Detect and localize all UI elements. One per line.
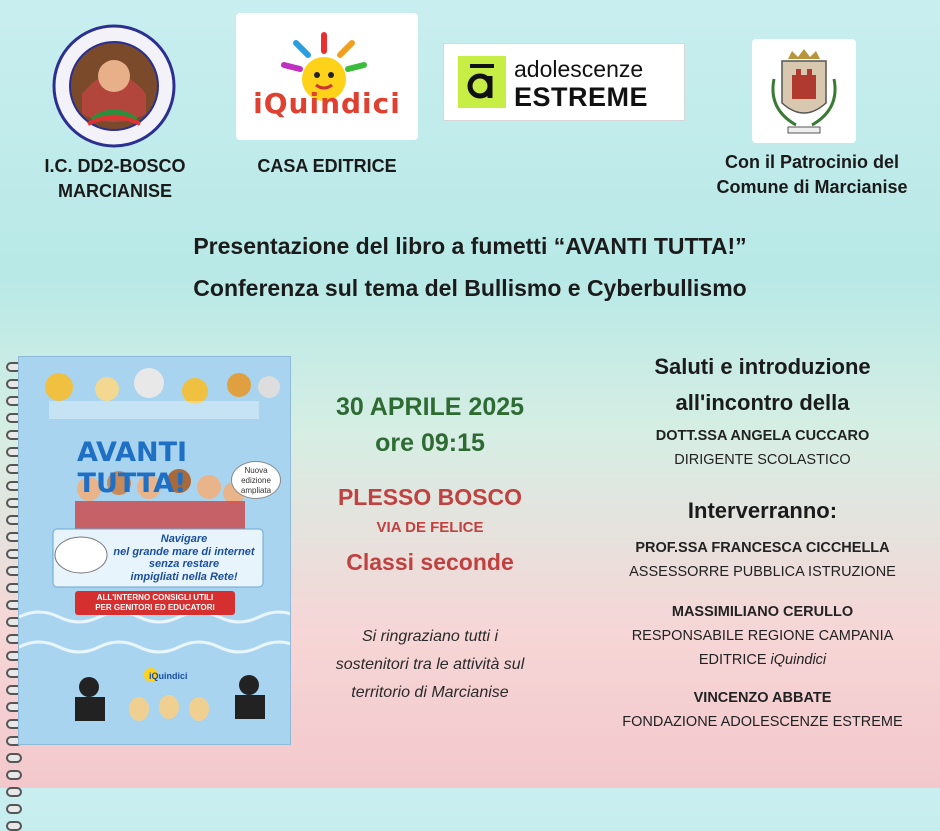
book-subtitle-line3: senza restare [148,558,220,570]
patron-caption-line1: Con il Patrocinio del [724,152,899,172]
publisher-logo [236,13,418,140]
event-venue: PLESSO BOSCO [337,484,523,510]
event-classes: Classi seconde [346,549,514,575]
school-caption-line1: I.C. DD2-BOSCO [44,156,186,176]
org-wordmark-top: adolescenze [514,56,644,82]
book-publisher: iQuindici [149,671,188,681]
book-subtitle-line4: impigliati nella Rete! [130,570,238,583]
publisher-caption: CASA EDITRICE [257,156,397,176]
book-subtitle-line1: Navigare [160,533,208,545]
speaker-role: RESPONSABILE REGIONE CAMPANIA [631,628,894,644]
book-subtitle-line2: nel grande mare di internet [113,545,255,558]
thanks-line1: Si ringraziano tutti i [361,628,499,645]
event-address: VIA DE FELICE [376,519,484,536]
thanks-line2: sostenitori tra le attività sul [335,656,525,673]
book-badge: Nuova edizione ampliata [231,461,281,499]
event-date: 30 APRILE 2025 [335,393,525,421]
greeting-line1: Saluti e introduzione [654,354,871,379]
greeting-line2: all'incontro della [675,390,850,415]
speaker-role: FONDAZIONE ADOLESCENZE ESTREME [622,714,903,730]
book-title: AVANTI TUTTA! [76,437,188,499]
org-logo [443,43,685,121]
school-caption-line2: MARCIANISE [57,181,172,201]
speaker-role-line2: EDITRICE [698,652,767,668]
speaker-1 [585,537,940,585]
speaker-name: VINCENZO ABBATE [693,690,832,706]
book-banner-line1: ALL'INTERNO CONSIGLI UTILI [96,593,214,602]
book-banner-line2: PER GENITORI ED EDUCATORI [95,603,215,612]
patron-caption-line2: Comune di Marcianise [716,177,908,197]
school-logo [52,24,176,148]
speaker-3 [585,687,940,735]
speaker-role-publisher: iQuindici [770,652,827,668]
speakers-heading: Interverranno: [687,498,838,523]
speaker-name: PROF.SSA FRANCESCA CICCHELLA [635,540,890,556]
event-time: ore 09:15 [375,429,485,457]
org-icon [458,56,506,108]
thanks-line3: territorio di Marcianise [351,684,509,701]
book-cover [18,356,291,745]
speaker-2 [585,601,940,671]
org-wordmark-bottom: ESTREME [514,82,649,112]
speaker-role: ASSESSORRE PUBBLICA ISTRUZIONE [629,564,896,580]
headline-line1: Presentazione del libro a fumetti “AVANTI TUTTA!” [193,233,747,259]
town-crest [752,39,856,143]
host-name: DOTT.SSA ANGELA CUCCARO [655,428,870,444]
speaker-name: MASSIMILIANO CERULLO [671,604,854,620]
publisher-wordmark: iQuindici [253,87,401,120]
headline-line2: Conferenza sul tema del Bullismo e Cyberbullismo [193,275,747,301]
host-role: DIRIGENTE SCOLASTICO [674,452,851,468]
